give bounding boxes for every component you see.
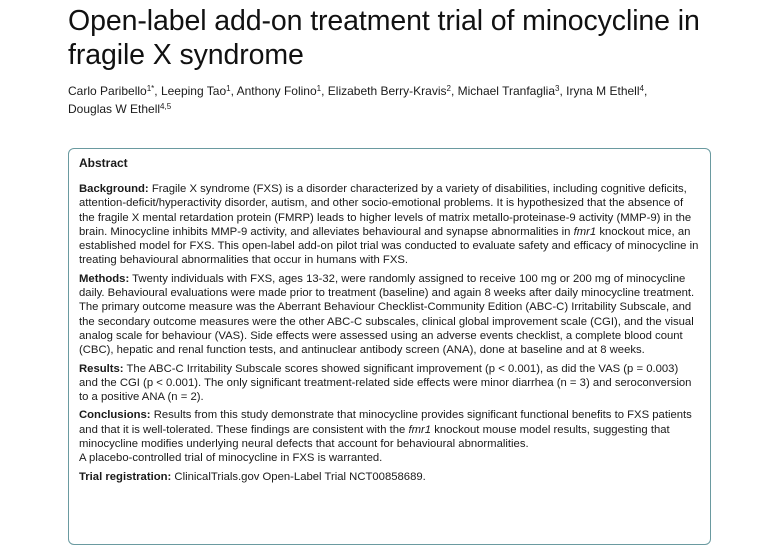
background-label: Background: (79, 183, 149, 195)
results-text: The ABC-C Irritability Subscale scores showed significant improvement (p < 0.001), as did the VAS (p = 0.003) and the CGI (p < 0.001). The only significant treatment-related side effects were minor diarrhea (n = 3) and seroconversion to a positive ANA (n = 2). (79, 362, 692, 404)
conclusions-text-final: A placebo-controlled trial of minocycline in FXS is warranted. (79, 452, 383, 465)
author-affiliation: 4,5 (160, 101, 172, 111)
background-text: Fragile X syndrome (FXS) is a disorder characterized by a variety of disabilities, including cognitive deficits, attention-deficit/hyperactivity disorder, autism, and other socio-emotional problems. It is hypothesized that the absence of the fragile X mental retardation protein (FMRP) leads to higher levels of matrix metallo-proteinase-9 activity (MMP-9) in the brain. Minocycline inhibits MMP-9 activity, and alleviates behavioural and synapse abnormalities in (79, 183, 692, 238)
trial-registration-text: ClinicalTrials.gov Open-Label Trial NCT00858689. (174, 470, 426, 483)
author-name: Iryna M Ethell (566, 84, 640, 98)
conclusions-text: Results from this study demonstrate that minocycline provides significant functional benefits to FXS patients and that it is well-tolerated. These findings are consistent with the (79, 409, 692, 436)
author-name: Michael Tranfaglia (457, 84, 556, 98)
author-affiliation: 1 (316, 84, 322, 93)
author-name: Douglas W Ethell (68, 101, 161, 116)
conclusions-label: Conclusions: (79, 409, 151, 422)
paper-title: Open-label add-on treatment trial of minocycline in fragile X syndrome (68, 5, 700, 71)
author-affiliation: 1 (226, 84, 231, 93)
author-name: Elizabeth Berry-Kravis (327, 84, 447, 98)
abstract-background (79, 182, 699, 268)
author-affiliation: 1* (146, 84, 155, 93)
author-list: Carlo Paribello$^{1*}$, Leeping Tao$^1$, Anthony Folino$^1$, Elizabeth Berry-Kravis$^2$, Michael Tranfaglia$^3$, Iryna M Ethell$^4$, Douglas W Ethell$^{4,5}$ (68, 84, 648, 116)
author-name: Carlo Paribello (68, 84, 147, 98)
results-label: Results: (79, 362, 124, 375)
abstract-box (68, 148, 711, 545)
abstract-heading: Abstract (79, 156, 128, 170)
abstract-methods (79, 272, 699, 358)
author-affiliation: 2 (446, 84, 451, 93)
trial-registration-label: Trial registration: (79, 470, 172, 483)
abstract-results (79, 362, 699, 405)
author-name: Leeping Tao (160, 84, 227, 98)
gene-name: fmr1 (573, 225, 597, 238)
abstract-trial-registration (79, 470, 699, 484)
methods-label: Methods: (79, 272, 130, 285)
author-affiliation: 3 (555, 84, 560, 93)
gene-name: fmr1 (408, 423, 432, 436)
methods-text: Twenty individuals with FXS, ages 13-32, were randomly assigned to receive 100 mg or 200 mg of minocycline daily. Behavioural evaluations were made prior to treatment (baseline) and again 8 weeks after daily minocycline treatment. The primary outcome measure was the Aberrant Behaviour Checklist-Community Edition (ABC-C) Irritability Subscale, and the secondary outcome measures were the other ABC-C subscales, clinical global improvement scale (CGI), and the visual analog scale for behaviour (VAS). Side effects were assessed using an adverse events checklist, a complete blood count (CBC), hepatic and renal function tests, and antinuclear antibody screen (ANA), done at baseline and at 8 weeks. (79, 272, 695, 357)
author-name: Anthony Folino (236, 84, 317, 98)
author-affiliation: 4 (639, 84, 644, 93)
background-text-cont: knockout mice, an established model for FXS. This open-label add-on pilot trial was conducted to evaluate safety and efficacy of minocycline in treating behavioural abnormalities that occur in humans with FXS. (79, 225, 699, 267)
abstract-conclusions (79, 408, 699, 465)
conclusions-text-cont: knockout mouse model results, suggesting that minocycline modifies underlying neural defects that account for behavioural abnormalities. (79, 423, 670, 451)
